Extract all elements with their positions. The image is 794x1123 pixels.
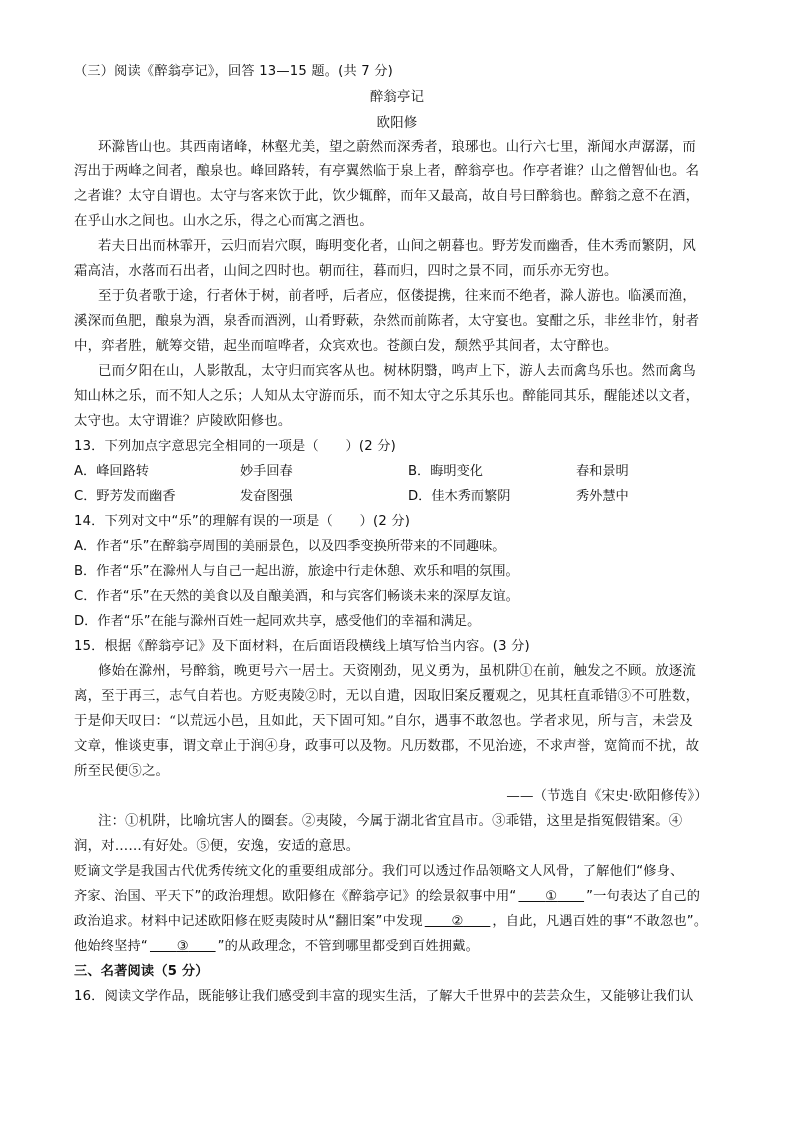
material-line: 离，至于再三，志气自若也。方贬夷陵②时，无以自遣，因取旧案反覆观之，见其枉直乖错③不可胜数， [74, 689, 700, 704]
q13-option-a[interactable]: A．峰回路转 [74, 464, 149, 479]
material-line: 于是仰天叹曰：“以荒远小邑，且如此，天下固可知。”自尔，遇事不敢忽也。学者求见，所与言，未尝及 [74, 714, 693, 729]
fill-text: ，自此，凡遇百姓的事“不敢忽也”。 [492, 914, 708, 929]
material-notes: 注：①机阱，比喻坑害人的圈套。②夷陵，今属于湖北省宜昌市。③乖错，这里是指冤假错案。④ [98, 814, 683, 829]
question-14-stem: 14．下列对文中“乐”的理解有误的一项是（ ）(2 分) [74, 514, 411, 529]
fill-text: ”的从政理念，不管到哪里都受到百姓拥戴。 [217, 939, 479, 954]
fill-passage-line [74, 913, 707, 931]
blank-3[interactable] [148, 938, 218, 956]
passage-line: 已而夕阳在山，人影散乱，太守归而宾客从也。树林阴翳，鸣声上下，游人去而禽鸟乐也。然而禽鸟 [98, 364, 696, 379]
material-line: 修始在滁州，号醉翁，晚更号六一居士。天资刚劲，见义勇为，虽机阱①在前，触发之不顾。放逐流 [98, 664, 696, 679]
question-16-stem: 16．阅读文学作品，既能够让我们感受到丰富的现实生活，了解大千世界中的芸芸众生，又能够让我们认 [74, 989, 694, 1004]
passage-line: 之者谁？太守自谓也。太守与客来饮于此，饮少辄醉，而年又最高，故自号曰醉翁也。醉翁之意不在酒， [74, 189, 700, 204]
q14-option-c[interactable]: C．作者“乐”在天然的美食以及自酿美酒，和与宾客们畅谈未来的深厚友谊。 [74, 589, 519, 604]
q14-option-a[interactable]: A．作者“乐”在醉翁亭周围的美丽景色，以及四季变换所带来的不同趣味。 [74, 539, 506, 554]
blank-2-label: ② [451, 914, 464, 929]
q13-option-c-pair: 发奋图强 [240, 489, 293, 504]
q14-option-b[interactable]: B．作者“乐”在滁州人与自己一起出游，旅途中行走休憩、欢乐和唱的氛围。 [74, 564, 519, 579]
passage-title: 醉翁亭记 [369, 90, 425, 105]
section-heading: （三）阅读《醉翁亭记》，回答 13—15 题。(共 7 分) [74, 64, 393, 79]
passage-line: 太守也。太守谓谁？庐陵欧阳修也。 [74, 414, 292, 429]
blank-3-label: ③ [176, 939, 189, 954]
fill-text: 他始终坚持“ [74, 939, 148, 954]
passage-line: 知山林之乐，而不知人之乐；人知从太守游而乐，而不知太守之乐其乐也。醉能同其乐，醒能述以文者， [74, 389, 700, 404]
blank-1-label: ① [545, 889, 558, 904]
passage-author: 欧阳修 [376, 116, 418, 131]
passage-line: 溪深而鱼肥，酿泉为酒，泉香而酒洌，山肴野蔌，杂然而前陈者，太守宴也。宴酣之乐，非丝非竹，射者 [74, 314, 700, 329]
passage-line: 霜高洁，水落而石出者，山间之四时也。朝而往，暮而归，四时之景不同，而乐亦无穷也。 [74, 264, 618, 279]
passage-line: 在乎山水之间也。山水之乐，得之心而寓之酒也。 [74, 214, 373, 229]
passage-line: 若夫日出而林霏开，云归而岩穴暝，晦明变化者，山间之朝暮也。野芳发而幽香，佳木秀而繁阴，风 [98, 239, 696, 254]
passage-line: 环滁皆山也。其西南诸峰，林壑尤美，望之蔚然而深秀者，琅琊也。山行六七里，渐闻水声潺潺，而 [98, 140, 696, 155]
material-notes: 润，对……有好处。⑤便，安逸，安适的意思。 [74, 839, 360, 854]
section-heading-mingzhu: 三、名著阅读（5 分） [74, 964, 209, 979]
passage-line: 泻出于两峰之间者，酿泉也。峰回路转，有亭翼然临于泉上者，醉翁亭也。作亭者谁？山之僧智仙也。名 [74, 164, 700, 179]
q13-option-b-pair: 春和景明 [576, 464, 629, 479]
q13-option-d-pair: 秀外慧中 [576, 489, 629, 504]
q13-option-c[interactable]: C．野芳发而幽香 [74, 489, 176, 504]
blank-1[interactable] [516, 888, 586, 906]
q14-option-d[interactable]: D．作者“乐”在能与滁州百姓一起同欢共享，感受他们的幸福和满足。 [74, 614, 481, 629]
fill-text: 政治追求。材料中记述欧阳修在贬夷陵时从“翻旧案”中发现 [74, 914, 423, 929]
question-15-stem: 15．根据《醉翁亭记》及下面材料，在后面语段横线上填写恰当内容。(3 分) [74, 639, 530, 654]
passage-line: 至于负者歌于途，行者休于树，前者呼，后者应，伛偻提携，往来而不绝者，滁人游也。临溪而渔， [98, 289, 696, 304]
material-line: 所至民便⑤之。 [74, 764, 170, 779]
fill-text: 齐家、治国、平天下”的政治理想。欧阳修在《醉翁亭记》的绘景叙事中用“ [74, 889, 517, 904]
fill-text: ”一句表达了自己的 [586, 889, 701, 904]
blank-2[interactable] [423, 913, 493, 931]
question-13-stem: 13．下列加点字意思完全相同的一项是（ ）(2 分) [74, 439, 396, 454]
fill-passage-line: 贬谪文学是我国古代优秀传统文化的重要组成部分。我们可以透过作品领略文人风骨，了解他们“修身、 [74, 864, 684, 879]
passage-line: 中，弈者胜，觥筹交错，起坐而喧哗者，众宾欢也。苍颜白发，颓然乎其间者，太守醉也。 [74, 339, 618, 354]
q13-option-b[interactable]: B．晦明变化 [408, 464, 483, 479]
fill-passage-line [74, 888, 700, 906]
q13-option-a-pair: 妙手回春 [240, 464, 293, 479]
fill-passage-line [74, 938, 479, 956]
material-line: 文章，惟谈吏事，谓文章止于润④身，政事可以及物。凡历数郡，不见治迹，不求声誉，宽简而不扰，故 [74, 739, 700, 754]
material-source: ——（节选自《宋史·欧阳修传》） [506, 789, 708, 804]
q13-option-d[interactable]: D．佳木秀而繁阴 [408, 489, 511, 504]
